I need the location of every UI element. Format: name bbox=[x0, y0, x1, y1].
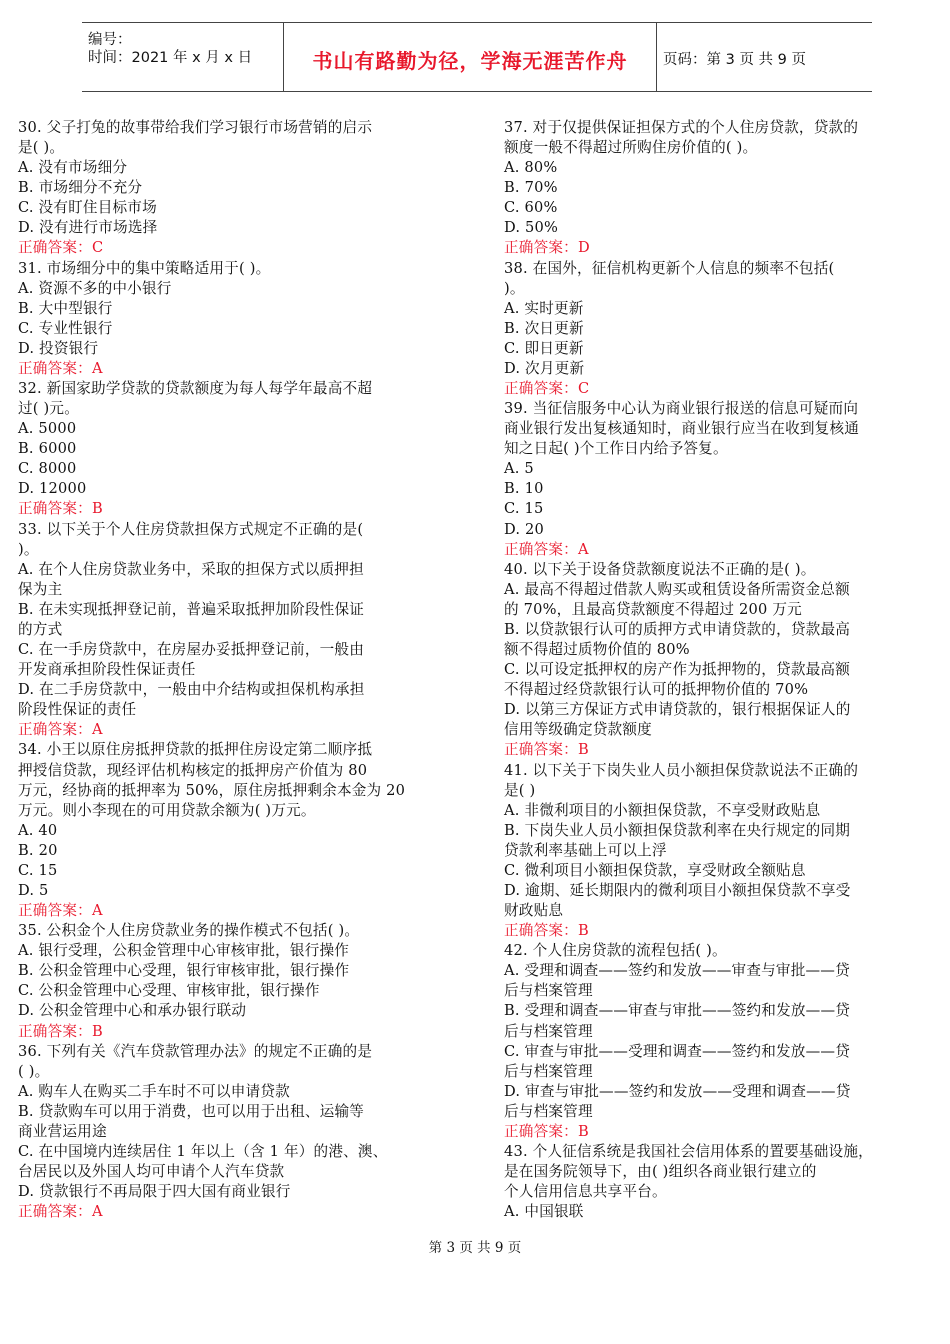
right-column bbox=[504, 118, 934, 1222]
option-line: B. 次日更新 bbox=[504, 319, 584, 337]
correct-answer: 正确答案：B bbox=[504, 741, 589, 759]
option-line: D. 5 bbox=[18, 881, 49, 899]
question-stem-line: 30. 父子打兔的故事带给我们学习银行市场营销的启示 bbox=[18, 119, 373, 136]
option-line: B. 在未实现抵押登记前，普遍采取抵押加阶段性保证 bbox=[18, 600, 365, 618]
correct-answer: 正确答案：B bbox=[18, 1022, 103, 1040]
correct-answer: 正确答案：C bbox=[504, 380, 590, 398]
option-line: A. 资源不多的中小银行 bbox=[18, 279, 172, 297]
header-page-number: 页码：第 3 页 共 9 页 bbox=[663, 52, 806, 68]
question-37 bbox=[504, 118, 934, 259]
header-page-cell bbox=[655, 23, 872, 91]
correct-answer: 正确答案：D bbox=[504, 239, 590, 257]
option-line: B. 以贷款银行认可的质押方式申请贷款的，贷款最高 bbox=[504, 620, 851, 638]
question-stem-line: 41. 以下关于下岗失业人员小额担保贷款说法不正确的 bbox=[504, 761, 859, 779]
option-line: A. 没有市场细分 bbox=[18, 159, 128, 177]
option-line: B. 20 bbox=[18, 841, 58, 859]
option-line: 额不得超过质物价值的 80% bbox=[504, 641, 690, 659]
document-header bbox=[82, 22, 872, 92]
option-line: D. 在二手房贷款中，一般由中介结构或担保机构承担 bbox=[18, 681, 365, 699]
question-stem-line: 36. 下列有关《汽车贷款管理办法》的规定不正确的是 bbox=[18, 1042, 373, 1060]
option-line: C. 15 bbox=[504, 500, 544, 518]
question-stem-line: 33. 以下关于个人住房贷款担保方式规定不正确的是( bbox=[18, 520, 364, 538]
question-stem-line: 38. 在国外，征信机构更新个人信息的频率不包括( bbox=[504, 259, 835, 277]
option-line: C. 审查与审批——受理和调查——签约和发放——贷 bbox=[504, 1042, 850, 1060]
question-stem-line: 37. 对于仅提供保证担保方式的个人住房贷款，贷款的 bbox=[504, 119, 859, 136]
option-line: D. 以第三方保证方式申请贷款的，银行根据保证人的 bbox=[504, 701, 851, 719]
option-line: 阶段性保证的责任 bbox=[18, 701, 137, 719]
option-line: D. 逾期、延长期限内的微利项目小额担保贷款不享受 bbox=[504, 881, 851, 899]
question-stem-line: )。 bbox=[18, 540, 39, 558]
question-stem-line: 是( )。 bbox=[18, 139, 65, 157]
question-stem-line: 万元，经协商的抵押率为 50%，原住房抵押剩余本金为 20 bbox=[18, 781, 406, 799]
option-line: A. 80% bbox=[504, 159, 558, 177]
option-line: A. 最高不得超过借款人购买或租赁设备所需资金总额 bbox=[504, 580, 850, 598]
question-35 bbox=[18, 921, 458, 1041]
question-stem-line: 32. 新国家助学贷款的贷款额度为每人每学年最高不超 bbox=[18, 380, 373, 398]
question-30 bbox=[18, 118, 458, 259]
option-line: B. 公积金管理中心受理，银行审核审批，银行操作 bbox=[18, 962, 350, 980]
question-stem-line: 35. 公积金个人住房贷款业务的操作模式不包括( )。 bbox=[18, 922, 360, 940]
question-43 bbox=[504, 1142, 934, 1222]
option-line: 贷款利率基础上可以上浮 bbox=[504, 841, 667, 859]
question-stem-line: 个人信用信息共享平台。 bbox=[504, 1183, 667, 1201]
option-line: 财政贴息 bbox=[504, 902, 564, 920]
question-33 bbox=[18, 520, 458, 741]
option-line: B. 下岗失业人员小额担保贷款利率在央行规定的同期 bbox=[504, 821, 851, 839]
header-motto-cell bbox=[283, 23, 657, 91]
question-32 bbox=[18, 379, 458, 520]
option-line: C. 15 bbox=[18, 861, 58, 879]
option-line: A. 实时更新 bbox=[504, 299, 584, 317]
option-line: D. 审查与审批——签约和发放——受理和调查——贷 bbox=[504, 1082, 851, 1100]
option-line: D. 投资银行 bbox=[18, 339, 99, 357]
correct-answer: 正确答案：B bbox=[18, 500, 103, 518]
question-stem-line: 万元。则小李现在的可用贷款余额为( )万元。 bbox=[18, 801, 316, 819]
option-line: C. 以可设定抵押权的房产作为抵押物的，贷款最高额 bbox=[504, 661, 850, 679]
question-stem-line: 42. 个人住房贷款的流程包括( )。 bbox=[504, 942, 727, 960]
option-line: C. 8000 bbox=[18, 460, 77, 478]
question-38 bbox=[504, 259, 934, 400]
option-line: D. 贷款银行不再局限于四大国有商业银行 bbox=[18, 1183, 291, 1201]
option-line: A. 在个人住房贷款业务中，采取的担保方式以质押担 bbox=[18, 560, 364, 578]
correct-answer: 正确答案：A bbox=[504, 540, 589, 558]
option-line: A. 40 bbox=[18, 821, 58, 839]
question-stem-line: 43. 个人征信系统是我国社会信用体系的置要基础设施， bbox=[504, 1142, 873, 1160]
option-line: 后与档案管理 bbox=[504, 1022, 593, 1040]
option-line: A. 银行受理，公积金管理中心审核审批，银行操作 bbox=[18, 942, 350, 960]
question-40 bbox=[504, 560, 934, 761]
left-column bbox=[18, 118, 458, 1222]
option-line: 信用等级确定贷款额度 bbox=[504, 721, 652, 739]
question-stem-line: 31. 市场细分中的集中策略适用于( )。 bbox=[18, 259, 271, 277]
question-34 bbox=[18, 740, 458, 921]
option-line: B. 大中型银行 bbox=[18, 299, 113, 317]
option-line: A. 5000 bbox=[18, 420, 77, 438]
option-line: C. 在一手房贷款中，在房屋办妥抵押登记前，一般由 bbox=[18, 641, 364, 659]
question-stem-line: 39. 当征信服务中心认为商业银行报送的信息可疑而向 bbox=[504, 400, 859, 418]
option-line: B. 70% bbox=[504, 179, 558, 197]
question-stem-line: 商业银行发出复核通知时，商业银行应当在收到复核通 bbox=[504, 420, 860, 438]
option-line: B. 6000 bbox=[18, 440, 77, 458]
question-stem-line: 知之日起( )个工作日内给予答复。 bbox=[504, 440, 728, 458]
option-line: 不得超过经贷款银行认可的抵押物价值的 70% bbox=[504, 681, 809, 699]
option-line: C. 专业性银行 bbox=[18, 319, 113, 337]
correct-answer: 正确答案：B bbox=[504, 922, 589, 940]
option-line: A. 5 bbox=[504, 460, 534, 478]
option-line: C. 在中国境内连续居住 1 年以上（含 1 年）的港、澳、 bbox=[18, 1142, 388, 1160]
question-36 bbox=[18, 1042, 458, 1223]
option-line: D. 20 bbox=[504, 520, 545, 538]
question-stem-line: 40. 以下关于设备贷款额度说法不正确的是( )。 bbox=[504, 560, 816, 578]
header-motto: 书山有路勤为径，学海无涯苦作舟 bbox=[312, 49, 628, 73]
option-line: D. 次月更新 bbox=[504, 359, 585, 377]
option-line: B. 10 bbox=[504, 480, 544, 498]
question-stem-line: 额度一般不得超过所购住房价值的( )。 bbox=[504, 139, 758, 157]
header-info-cell bbox=[82, 23, 283, 91]
question-stem-line: 过( )元。 bbox=[18, 400, 80, 418]
option-line: 商业营运用途 bbox=[18, 1122, 107, 1140]
header-date: 时间：2021 年 x 月 x 日 bbox=[88, 50, 253, 66]
option-line: A. 中国银联 bbox=[504, 1203, 584, 1221]
option-line: D. 12000 bbox=[18, 480, 87, 498]
correct-answer: 正确答案：C bbox=[18, 239, 104, 257]
option-line: A. 受理和调查——签约和发放——审查与审批——贷 bbox=[504, 962, 850, 980]
question-stem-line: 是在国务院领导下，由( )组织各商业银行建立的 bbox=[504, 1163, 817, 1181]
option-line: 后与档案管理 bbox=[504, 1102, 593, 1120]
option-line: 的方式 bbox=[18, 620, 63, 638]
option-line: C. 60% bbox=[504, 199, 558, 217]
option-line: 开发商承担阶段性保证责任 bbox=[18, 661, 196, 679]
question-stem-line: )。 bbox=[504, 279, 525, 297]
option-line: 后与档案管理 bbox=[504, 982, 593, 1000]
option-line: B. 市场细分不充分 bbox=[18, 179, 143, 197]
question-39 bbox=[504, 399, 934, 560]
question-41 bbox=[504, 761, 934, 942]
option-line: 的 70%，且最高贷款额度不得超过 200 万元 bbox=[504, 600, 802, 618]
option-line: 后与档案管理 bbox=[504, 1062, 593, 1080]
option-line: D. 没有进行市场选择 bbox=[18, 219, 158, 237]
correct-answer: 正确答案：A bbox=[18, 359, 103, 377]
correct-answer: 正确答案：A bbox=[18, 902, 103, 920]
option-line: B. 贷款购车可以用于消费，也可以用于出租、运输等 bbox=[18, 1102, 365, 1120]
option-line: D. 公积金管理中心和承办银行联动 bbox=[18, 1002, 247, 1020]
option-line: 保为主 bbox=[18, 580, 63, 598]
question-42 bbox=[504, 941, 934, 1142]
header-number-label: 编号： bbox=[88, 32, 132, 48]
option-line: C. 微利项目小额担保贷款，享受财政全额贴息 bbox=[504, 861, 806, 879]
question-stem-line: 押授信贷款，现经评估机构核定的抵押房产价值为 80 bbox=[18, 761, 368, 779]
page-footer: 第 3 页 共 9 页 bbox=[428, 1240, 522, 1256]
question-stem-line: 是( ) bbox=[504, 781, 536, 799]
option-line: A. 购车人在购买二手车时不可以申请贷款 bbox=[18, 1082, 290, 1100]
correct-answer: 正确答案：A bbox=[18, 721, 103, 739]
option-line: A. 非微利项目的小额担保贷款，不享受财政贴息 bbox=[504, 801, 821, 819]
option-line: 台居民以及外国人均可申请个人汽车贷款 bbox=[18, 1163, 285, 1181]
correct-answer: 正确答案：B bbox=[504, 1122, 589, 1140]
question-stem-line: ( )。 bbox=[18, 1062, 50, 1080]
option-line: C. 公积金管理中心受理、审核审批，银行操作 bbox=[18, 982, 320, 1000]
option-line: D. 50% bbox=[504, 219, 559, 237]
option-line: C. 没有盯住目标市场 bbox=[18, 199, 157, 217]
correct-answer: 正确答案：A bbox=[18, 1203, 103, 1221]
option-line: B. 受理和调查——审查与审批——签约和发放——贷 bbox=[504, 1002, 851, 1020]
question-stem-line: 34. 小王以原住房抵押贷款的抵押住房设定第二顺序抵 bbox=[18, 741, 373, 759]
question-31 bbox=[18, 259, 458, 379]
option-line: C. 即日更新 bbox=[504, 339, 584, 357]
